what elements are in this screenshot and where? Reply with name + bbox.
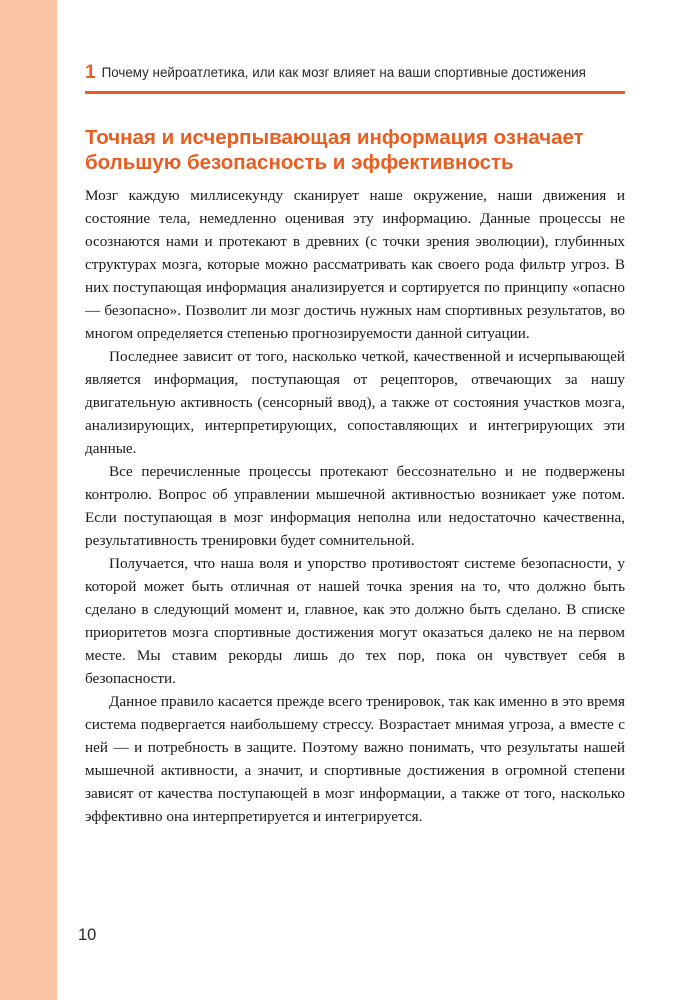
body-text: [85, 184, 625, 828]
section-heading: Точная и исчерпывающая информация означает большую безопасность и эффективность: [85, 126, 584, 174]
page-number: 10: [78, 926, 97, 944]
running-head: [85, 62, 625, 84]
paragraph-5: Данное правило касается прежде всего тренировок, так как именно в это время система подвергается наибольшему стрессу. Возрастает мнимая угроза, а вместе с ней — и потребность в защите. Поэтому важно понимать, что результаты нашей мышечной активности, а значит, и спортивные достижения в огромной степени зависят от качества поступающей в мозг информации, а также от того, насколько эффективно она интерпретируется и интегрируется.: [85, 693, 625, 825]
chapter-number: 1: [85, 62, 96, 83]
paragraph-3: Все перечисленные процессы протекают бессознательно и не подвержены контролю. Вопрос об управлении мышечной активностью возникает уже потом. Если поступающая в мозг информация неполна или недостаточно качественна, результативность тренировки будет сомнительной.: [85, 463, 625, 549]
paragraph-2: Последнее зависит от того, насколько четкой, качественной и исчерпывающей является информация, поступающая от рецепторов, отвечающих за нашу двигательную активность (сенсорный ввод), а также от состояния участков мозга, анализирующих, интерпретирующих, сопоставляющих и интегрирующих эти данные.: [85, 348, 625, 457]
paragraph-4: Получается, что наша воля и упорство противостоят системе безопасности, у которой может быть отличная от нашей точка зрения на то, что должно быть сделано в следующий момент и, главное, как это должно быть сделано. В списке приоритетов мозга спортивные достижения могут оказаться далеко не на первом месте. Мы ставим рекорды лишь до тех пор, пока он чувствует себя в безопасности.: [85, 555, 625, 687]
decorative-side-band: [0, 0, 57, 1000]
paragraph-1: Мозг каждую миллисекунду сканирует наше окружение, наши движения и состояние тела, немедленно оценивая эту информацию. Данные процессы не осознаются нами и протекают в древних (с точки зрения эволюции), глубинных структурах мозга, которые можно рассматривать как своего рода фильтр угроз. В них поступающая информация анализируется и сортируется по принципу «опасно — безопасно». Позволит ли мозг достичь нужных нам спортивных результатов, во многом определяется степенью прогнозируемости данной ситуации.: [85, 187, 625, 342]
running-head-title: Почему нейроатлетика, или как мозг влияет на ваши спортивные достижения: [101, 65, 586, 80]
header-rule: [85, 91, 625, 94]
